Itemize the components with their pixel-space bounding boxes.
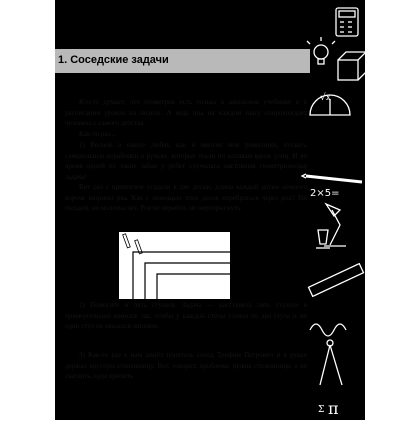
problem-1 <box>65 140 307 214</box>
ruler-icon <box>309 264 364 297</box>
problem-3 <box>65 350 307 382</box>
paragraph: 3) Как-то раз к нам зашёл приятель сосед Трофим Петрович и в руках держал круглую столешницу. Вот, говорит, проблема: нужна столешница, а не скатерть, куда крепить <box>65 351 307 380</box>
paragraph: Вот раз с приятелем угадали в две доски, длина каждой доски немного короче ширины рва. Как с помощью этих досок перебраться через ров? Ни гвоздей, ни молотка нет. Ров не перейти, не перепрыгнуть. <box>65 183 307 212</box>
math-doodle-border <box>300 0 365 420</box>
pi-symbol-icon: π <box>328 399 339 418</box>
paragraph: 1) Весной в школе любят, как и многие мои ровесники, пускать самодельные кораблики в ручьях, которые текли по канавам вдоль улиц. И во время одной из таких забав у ребят случилась настоящая геометрическая задача! <box>65 141 307 181</box>
svg-text:√x: √x <box>320 93 331 103</box>
sigma-icon: Σ <box>318 405 325 415</box>
paragraph: Как-то раз... <box>79 129 116 138</box>
moat-diagram <box>119 232 230 299</box>
lightbulb-icon <box>307 37 335 64</box>
pencil-icon <box>302 174 362 182</box>
cube-icon <box>338 52 365 80</box>
desk-lamp-icon <box>324 204 346 246</box>
calculator-icon <box>336 8 358 36</box>
trophy-icon <box>316 230 330 248</box>
paragraph: Кто-то думает, что геометрия есть только в школьном учебнике и в расписании уроков на неделе. А ведь она на каждом шагу сопровождает человека с самого детства. <box>65 98 307 127</box>
intro-paragraph <box>65 97 307 139</box>
compass-icon <box>320 340 342 385</box>
problem-2 <box>65 300 307 332</box>
sine-wave-icon <box>310 324 346 336</box>
section-title: 1. Соседские задачи <box>58 54 169 66</box>
svg-text:2×5=: 2×5= <box>310 188 340 199</box>
paragraph: 2) Помогите в пять стульев. Задача — расставить пять стульев в прямоугольной комнате так, чтобы у каждой стены стояло по два стула и ни один стул не оказался лишним. <box>65 301 307 330</box>
